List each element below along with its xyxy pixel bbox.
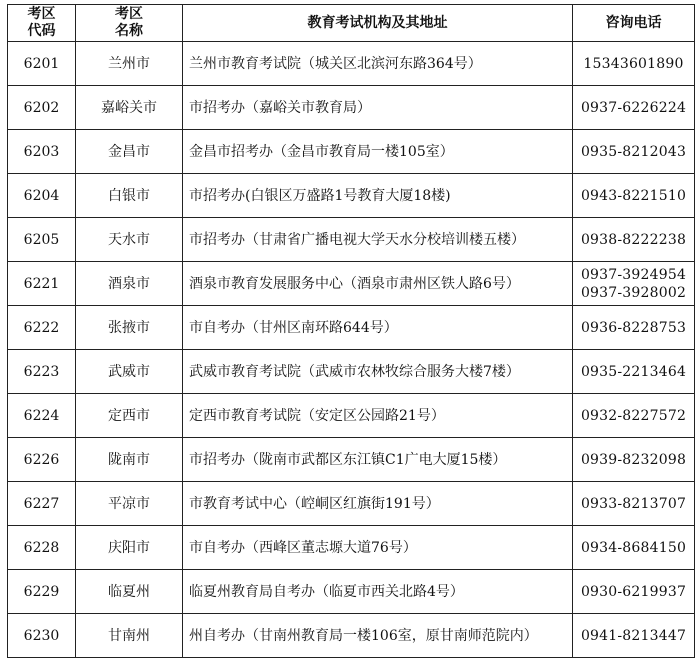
- region-name-cell: 临夏州: [76, 570, 183, 614]
- table-row: [8, 438, 695, 482]
- region-code-cell: 6228: [8, 526, 76, 570]
- phone-cell: [573, 262, 695, 306]
- region-code-cell: 6229: [8, 570, 76, 614]
- region-name-cell: 平凉市: [76, 482, 183, 526]
- region-code-cell: 6226: [8, 438, 76, 482]
- phone-cell: [573, 394, 695, 438]
- table-row: [8, 218, 695, 262]
- phone-number: 0930-6219937: [580, 583, 687, 600]
- table-row: [8, 42, 695, 86]
- header-name-line-2: 名称: [115, 23, 143, 39]
- phone-cell: [573, 438, 695, 482]
- office-address-cell: 市招考办（嘉峪关市教育局）: [183, 86, 573, 130]
- region-name-cell: 甘南州: [76, 614, 183, 658]
- phone-number: 0939-8232098: [580, 451, 687, 468]
- table-row: [8, 130, 695, 174]
- header-code-line-2: 代码: [27, 23, 56, 39]
- phone-number: 0941-8213447: [580, 627, 687, 644]
- region-name-cell: 金昌市: [76, 130, 183, 174]
- phone-number: 0934-8684150: [580, 539, 687, 556]
- phone-cell: [573, 614, 695, 658]
- region-code-cell: 6223: [8, 350, 76, 394]
- region-code-cell: 6227: [8, 482, 76, 526]
- office-address-cell: 市教育考试中心（崆峒区红旗街191号）: [183, 482, 573, 526]
- table-row: [8, 614, 695, 658]
- phone-number: 0937-3928002: [580, 284, 687, 301]
- office-address-cell: 市自考办（甘州区南环路644号）: [183, 306, 573, 350]
- office-address-cell: 定西市教育考试院（安定区公园路21号）: [183, 394, 573, 438]
- header-phone: 咨询电话: [573, 5, 695, 42]
- region-code-cell: 6205: [8, 218, 76, 262]
- header-name-line-1: 考区: [115, 6, 143, 22]
- phone-cell: [573, 482, 695, 526]
- header-code-line-1: 考区: [27, 6, 56, 22]
- phone-number: 0935-2213464: [580, 363, 687, 380]
- table-row: [8, 306, 695, 350]
- office-address-cell: 武威市教育考试院（武威市农林牧综合服务大楼7楼）: [183, 350, 573, 394]
- table-row: [8, 350, 695, 394]
- region-code-cell: 6224: [8, 394, 76, 438]
- phone-number: 0943-8221510: [580, 187, 687, 204]
- region-code-cell: 6202: [8, 86, 76, 130]
- phone-cell: [573, 86, 695, 130]
- phone-cell: [573, 526, 695, 570]
- header-name: [76, 5, 183, 42]
- phone-number: 0937-3924954: [580, 266, 687, 283]
- region-name-cell: 天水市: [76, 218, 183, 262]
- region-name-cell: 庆阳市: [76, 526, 183, 570]
- phone-cell: [573, 42, 695, 86]
- office-address-cell: 临夏州教育局自考办（临夏市西关北路4号）: [183, 570, 573, 614]
- table-row: [8, 526, 695, 570]
- region-name-cell: 陇南市: [76, 438, 183, 482]
- region-code-cell: 6201: [8, 42, 76, 86]
- region-name-cell: 武威市: [76, 350, 183, 394]
- region-name-cell: 白银市: [76, 174, 183, 218]
- table-row: [8, 570, 695, 614]
- phone-number: 0936-8228753: [580, 319, 687, 336]
- office-address-cell: 市招考办（甘肃省广播电视大学天水分校培训楼五楼）: [183, 218, 573, 262]
- exam-office-directory: [7, 4, 694, 658]
- header-address: 教育考试机构及其地址: [183, 5, 573, 42]
- office-address-cell: 兰州市教育考试院（城关区北滨河东路364号）: [183, 42, 573, 86]
- office-address-cell: 州自考办（甘南州教育局一楼106室，原甘南师范院内）: [183, 614, 573, 658]
- phone-number: 15343601890: [583, 55, 684, 72]
- office-address-cell: 金昌市招考办（金昌市教育局一楼105室）: [183, 130, 573, 174]
- phone-cell: [573, 174, 695, 218]
- office-address-cell: 市自考办（西峰区董志塬大道76号）: [183, 526, 573, 570]
- table-body: [8, 42, 695, 658]
- region-name-cell: 嘉峪关市: [76, 86, 183, 130]
- region-name-cell: 兰州市: [76, 42, 183, 86]
- table-row: [8, 86, 695, 130]
- phone-number: 0935-8212043: [580, 143, 687, 160]
- phone-number: 0938-8222238: [580, 231, 687, 248]
- office-address-cell: 市招考办(白银区万盛路1号教育大厦18楼): [183, 174, 573, 218]
- region-code-cell: 6204: [8, 174, 76, 218]
- table-row: [8, 394, 695, 438]
- region-name-cell: 定西市: [76, 394, 183, 438]
- phone-number: 0933-8213707: [580, 495, 687, 512]
- header-code: [8, 5, 76, 42]
- phone-cell: [573, 350, 695, 394]
- table-row: [8, 174, 695, 218]
- phone-number: 0937-6226224: [580, 99, 687, 116]
- region-code-cell: 6221: [8, 262, 76, 306]
- phone-cell: [573, 306, 695, 350]
- phone-cell: [573, 570, 695, 614]
- table-row: [8, 262, 695, 306]
- region-code-cell: 6203: [8, 130, 76, 174]
- region-code-cell: 6230: [8, 614, 76, 658]
- region-name-cell: 张掖市: [76, 306, 183, 350]
- table-row: [8, 482, 695, 526]
- region-name-cell: 酒泉市: [76, 262, 183, 306]
- header-row: [8, 5, 695, 42]
- phone-cell: [573, 130, 695, 174]
- table-header: [8, 5, 695, 42]
- office-address-cell: 市招考办（陇南市武都区东江镇C1广电大厦15楼）: [183, 438, 573, 482]
- region-code-cell: 6222: [8, 306, 76, 350]
- phone-number: 0932-8227572: [580, 407, 687, 424]
- office-address-cell: 酒泉市教育发展服务中心（酒泉市肃州区铁人路6号）: [183, 262, 573, 306]
- directory-table: [7, 4, 695, 658]
- phone-cell: [573, 218, 695, 262]
